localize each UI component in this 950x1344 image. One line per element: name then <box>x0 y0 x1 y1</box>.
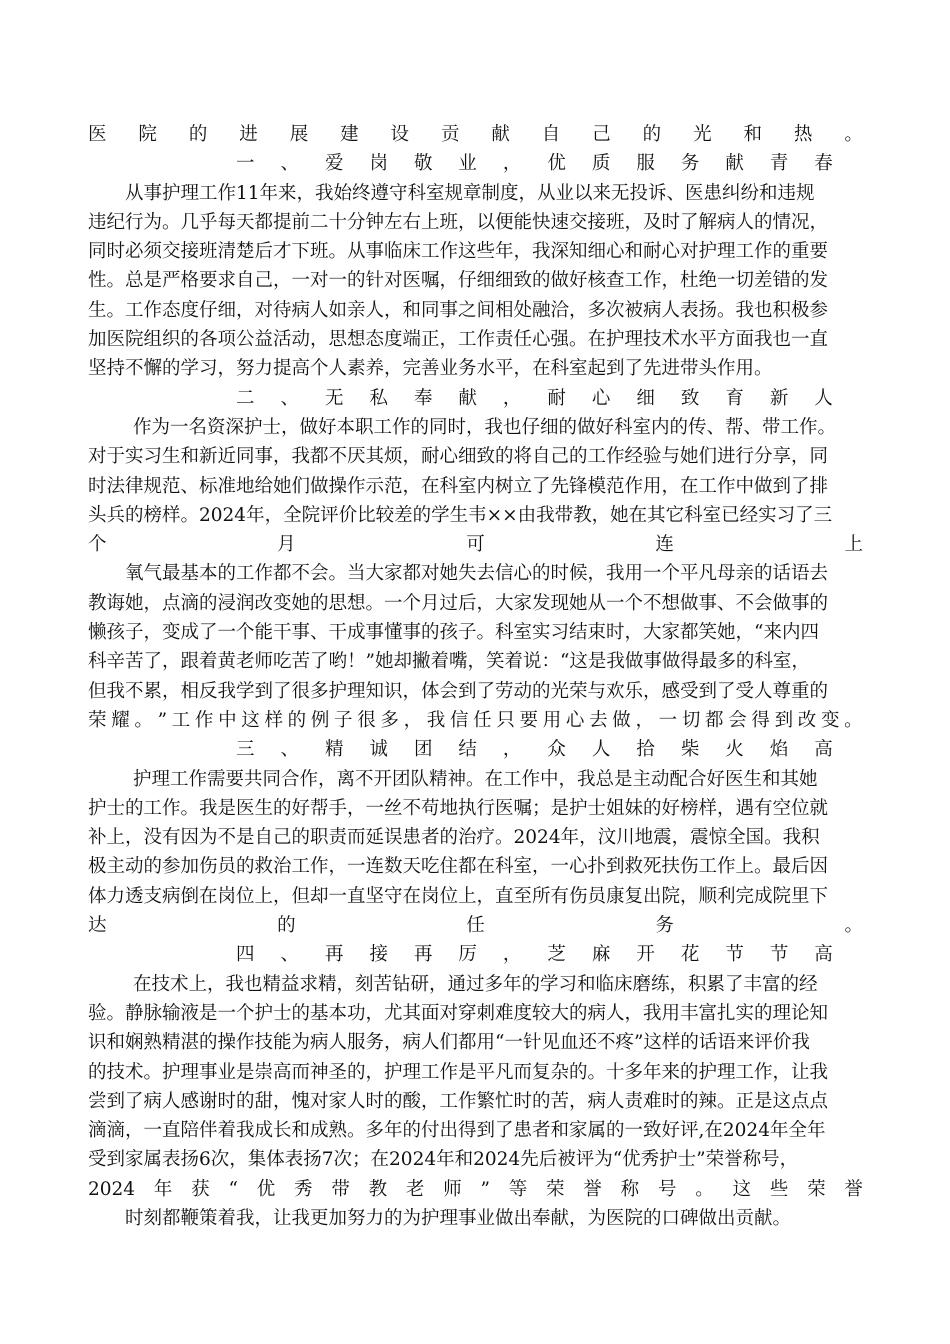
spread-line: 2024 年 获 “ 优 秀 带 教 老 师 ” 等 荣 誉 称 号 。 这 些 荣 誉 <box>88 1178 863 1200</box>
body-line: 验。静脉输液是一个护士的基本功，尤其面对穿刺难度较大的病人，我用丰富扎实的理论知 <box>88 1002 829 1024</box>
body-line: 头兵的榜样。2024年，全院评价比较差的学生韦××由我带教，她在其它科室已经实习了三 <box>88 504 833 526</box>
body-line: 科辛苦了，跟着黄老师吃苦了哟！”她却撇着嘴，笑着说：“这是我做事做得最多的科室， <box>88 651 810 673</box>
body-line: 违纪行为。几乎每天都提前二十分钟左右上班，以便能快速交接班，及时了解病人的情况， <box>88 211 829 233</box>
body-line: 性。总是严格要求自己，一对一的针对医嘱，仔细细致的做好核查工作，杜绝一切差错的发 <box>88 270 829 292</box>
body-line: 护士的工作。我是医生的好帮手，一丝不苟地执行医嘱；是护士姐妹的好榜样，遇有空位就 <box>88 797 829 819</box>
body-line: 作为一名资深护士，做好本职工作的同时，我也仔细的做好科室内的传、帮、带工作。 <box>133 416 837 438</box>
body-line: 时刻都鞭策着我，让我更加努力的为护理事业做出奉献，为医院的口碑做出贡献。 <box>125 1207 792 1229</box>
body-line: 的技术。护理事业是崇高而神圣的，护理工作是平凡而复杂的。十多年来的护理工作，让我 <box>88 1061 829 1083</box>
spread-line: 荣 耀 。 ” 工 作 中 这 样 的 例 子 很 多 ， 我 信 任 只 要 用 心 去 做 ， 一 切 都 会 得 到 改 变 。 <box>88 709 863 731</box>
body-line: 加医院组织的各项公益活动，思想态度端正，工作责任心强。在护理技术水平方面我也一直 <box>88 329 829 351</box>
body-line: 时法律规范、标准地给她们做操作示范，在科室内树立了先锋模范作用，在工作中做到了排 <box>88 475 829 497</box>
spread-line: 医 院 的 进 展 建 设 贡 献 自 己 的 光 和 热 。 <box>88 124 863 145</box>
section-heading: 四 、 再 接 再 厉 ， 芝 麻 开 花 节 节 高 <box>236 944 833 966</box>
body-line: 教诲她，点滴的浸润改变她的思想。一个月过后，大家发现她从一个不想做事、不会做事的 <box>88 592 829 614</box>
body-line: 极主动的参加伤员的救治工作，一连数天吃住都在科室，一心扑到救死扶伤工作上。最后因 <box>88 856 829 878</box>
spread-line: 达 的 任 务 。 <box>88 915 863 937</box>
document-body <box>88 120 863 1233</box>
body-line: 在技术上，我也精益求精，刻苦钻研，通过多年的学习和临床磨练，积累了丰富的经 <box>133 973 818 995</box>
body-line: 补上，没有因为不是自己的职责而延误患者的治疗。2024年，汶川地震，震惊全国。我积 <box>88 827 820 849</box>
body-line: 体力透支病倒在岗位上，但却一直坚守在岗位上，直至所有伤员康复出院，顺利完成院里下 <box>88 885 829 907</box>
body-line: 受到家属表扬6次，集体表扬7次；在2024年和2024先后被评为“优秀护士”荣誉称号， <box>88 1149 799 1171</box>
section-heading: 三 、 精 诚 团 结 ， 众 人 拾 柴 火 焰 高 <box>236 739 833 761</box>
body-line: 坚持不懈的学习，努力提高个人素养，完善业务水平，在科室起到了先进带头作用。 <box>88 358 773 380</box>
body-line: 懒孩子，变成了一个能干事、干成事懂事的孩子。科室实习结束时，大家都笑她，“来内四 <box>88 622 819 644</box>
body-line: 尝到了病人感谢时的甜，愧对家人时的酸，工作繁忙时的苦，病人责难时的辣。正是这点点 <box>88 1090 829 1112</box>
spread-line: 个 月 可 连 上 <box>88 534 863 556</box>
body-line: 从事护理工作11年来，我始终遵守科室规章制度，从业以来无投诉、医患纠纷和违规 <box>125 182 815 204</box>
section-heading: 二 、 无 私 奉 献 ， 耐 心 细 致 育 新 人 <box>236 387 833 409</box>
body-line: 滴滴，一直陪伴着我成长和成熟。多年的付出得到了患者和家属的一致好评,在2024年全年 <box>88 1120 826 1142</box>
body-line: 氧气最基本的工作都不会。当大家都对她失去信心的时候，我用一个平凡母亲的话语去 <box>125 563 829 585</box>
body-line: 对于实习生和新近同事，我都不厌其烦，耐心细致的将自己的工作经验与她们进行分享，同 <box>88 446 829 468</box>
body-line: 但我不累，相反我学到了很多护理知识，体会到了劳动的光荣与欢乐，感受到了受人尊重的 <box>88 680 829 702</box>
body-line: 同时必须交接班清楚后才下班。从事临床工作这些年，我深知细心和耐心对护理工作的重要 <box>88 241 829 263</box>
body-line: 护理工作需要共同合作，离不开团队精神。在工作中，我总是主动配合好医生和其她 <box>133 768 818 790</box>
body-line: 生。工作态度仔细，对待病人如亲人，和同事之间相处融洽，多次被病人表扬。我也积极参 <box>88 299 829 321</box>
section-heading: 一 、 爱 岗 敬 业 ， 优 质 服 务 献 青 春 <box>236 153 833 175</box>
body-line: 识和娴熟精湛的操作技能为病人服务，病人们都用“一针见血还不疼”这样的话语来评价我 <box>88 1032 810 1054</box>
